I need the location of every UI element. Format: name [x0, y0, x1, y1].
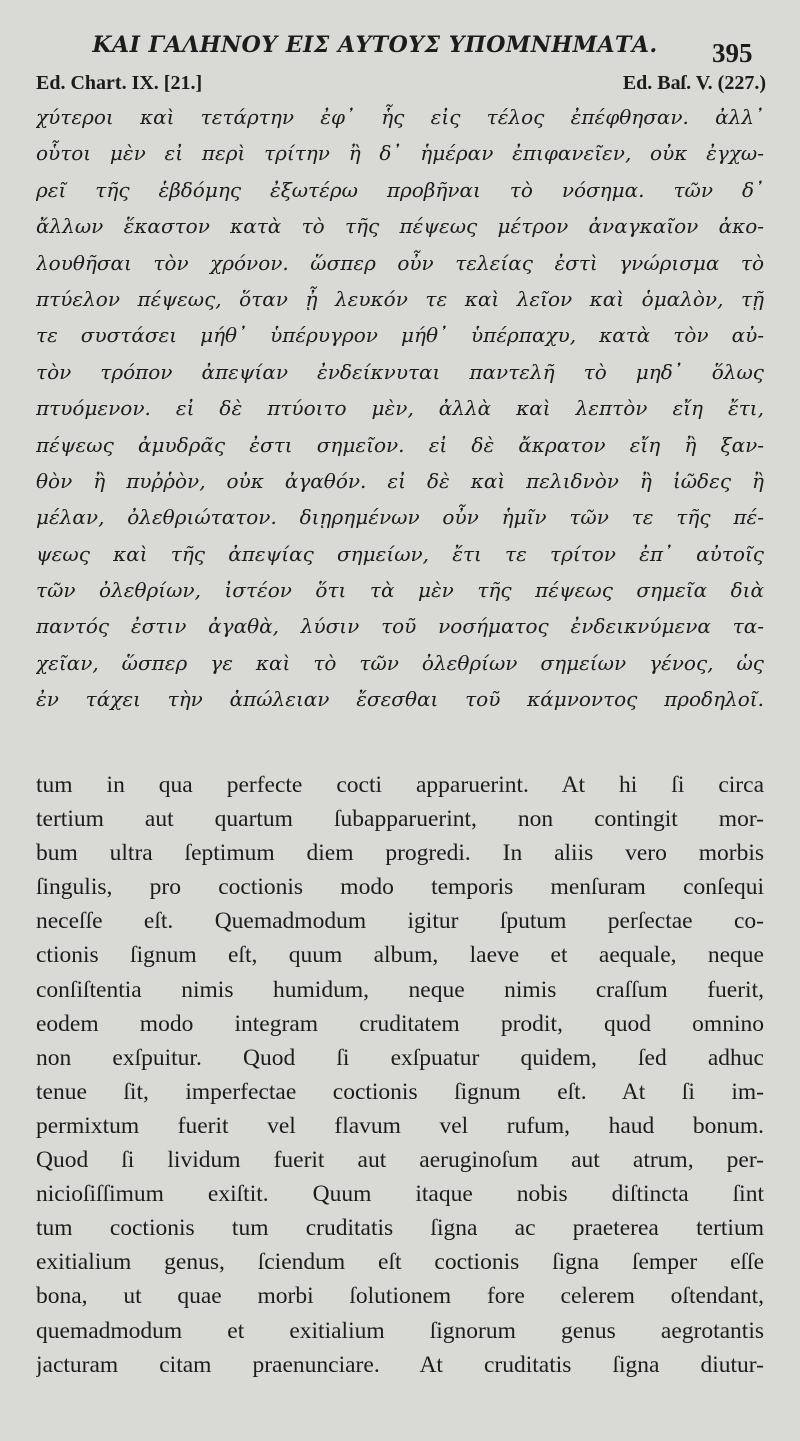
- latin-line: bum ultra ſeptimum diem progredi. In aliis vero morbis: [36, 840, 764, 867]
- greek-line: ψεως καὶ τῆς ἀπεψίας σημείων, ἔτι τε τρίτον ἐπ᾽ αὐτοῖς: [36, 541, 764, 566]
- latin-line: exitialium genus, ſciendum eſt coctionis ſigna ſemper eſſe: [36, 1249, 764, 1276]
- latin-line: ctionis ſignum eſt, quum album, laeve et aequale, neque: [36, 942, 764, 969]
- latin-line: tum in qua perfecte cocti apparuerint. At hi ſi circa: [36, 772, 764, 798]
- greek-line: τὸν τρόπον ἀπεψίαν ἐνδείκνυται παντελῆ τὸ μηδ᾽ ὅλως: [36, 359, 764, 384]
- greek-line: θὸν ἢ πυῤῥὸν, οὐκ ἀγαθόν. εἰ δὲ καὶ πελιδνὸν ἢ ἰῶδες ἢ: [36, 468, 764, 493]
- greek-line: παντός ἐστιν ἀγαθὰ, λύσιν τοῦ νοσήματος ἐνδεικνύμενα τα-: [36, 614, 764, 639]
- greek-line: οὗτοι μὲν εἰ περὶ τρίτην ἢ δ᾽ ἡμέραν ἐπιφανεῖεν, οὐκ ἐγχω-: [36, 141, 764, 166]
- latin-line: non exſpuitur. Quod ſi exſpuatur quidem, ſed adhuc: [36, 1044, 764, 1071]
- greek-line: πέψεως ἀμυδρᾶς ἐστι σημεῖον. εἰ δὲ ἄκρατον εἴη ἢ ξαν-: [36, 432, 764, 457]
- page-number: 395: [712, 38, 753, 68]
- running-title: ΚΑΙ ΓΑΛΗΝΟΥ ΕΙΣ ΑΥΤΟΥΣ ΥΠΟΜΝΗΜΑΤΑ.: [92, 32, 658, 58]
- edition-chartier-reference: Ed. Chart. IX. [21.]: [36, 72, 203, 94]
- greek-line: ἄλλων ἕκαστον κατὰ τὸ τῆς πέψεως μέτρον ἀναγκαῖον ἀκο-: [36, 214, 764, 239]
- latin-line: conſiſtentia nimis humidum, neque nimis craſſum fuerit,: [36, 976, 764, 1003]
- greek-line: λουθῆσαι τὸν χρόνον. ὥσπερ οὖν τελείας ἐστὶ γνώρισμα τὸ: [36, 250, 764, 275]
- greek-text-block: [36, 99, 764, 718]
- latin-line: ſingulis, pro coctionis modo temporis menſuram conſequi: [36, 874, 764, 901]
- greek-line: πτύελον πέψεως, ὅταν ᾖ λευκόν τε καὶ λεῖον καὶ ὁμαλὸν, τῇ: [36, 286, 764, 311]
- edition-reference-line: [36, 72, 766, 102]
- greek-line: πτυόμενον. εἰ δὲ πτύοιτο μὲν, ἀλλὰ καὶ λεπτὸν εἴη ἔτι,: [36, 396, 764, 421]
- latin-line: bona, ut quae morbi ſolutionem fore celerem oſtendant,: [36, 1283, 764, 1310]
- greek-line: ἐν τάχει τὴν ἀπώλειαν ἔσεσθαι τοῦ κάμνοντος προδηλοῖ.: [36, 687, 764, 712]
- latin-line: neceſſe eſt. Quemadmodum igitur ſputum perſectae co-: [36, 908, 764, 935]
- latin-line: jacturam citam praenunciare. At cruditatis ſigna diutur-: [36, 1351, 764, 1378]
- latin-line: quemadmodum et exitialium ſignorum genus aegrotantis: [36, 1317, 764, 1344]
- greek-line: τε συστάσει μήθ᾽ ὑπέρυγρον μήθ᾽ ὑπέρπαχυ, κατὰ τὸν αὐ-: [36, 323, 764, 348]
- greek-line: χεῖαν, ὥσπερ γε καὶ τὸ τῶν ὀλεθρίων σημείων γένος, ὡς: [36, 650, 764, 675]
- greek-line: μέλαν, ὀλεθριώτατον. διῃρημένων οὖν ἡμῖν τῶν τε τῆς πέ-: [36, 505, 764, 530]
- latin-text-block: [36, 768, 764, 1382]
- latin-line: nicioſiſſimum exiſtit. Quum itaque nobis diſtincta ſint: [36, 1181, 764, 1208]
- latin-line: tum coctionis tum cruditatis ſigna ac praeterea tertium: [36, 1215, 764, 1242]
- running-head: [0, 28, 800, 68]
- latin-line: tenue ſit, imperfectae coctionis ſignum eſt. At ſi im-: [36, 1078, 764, 1105]
- greek-line: τῶν ὀλεθρίων, ἰστέον ὅτι τὰ μὲν τῆς πέψεως σημεῖα διὰ: [36, 578, 764, 603]
- latin-line: eodem modo integram cruditatem prodit, quod omnino: [36, 1010, 764, 1037]
- latin-line: permixtum fuerit vel flavum vel rufum, haud bonum.: [36, 1112, 764, 1139]
- edition-basel-reference: Ed. Baſ. V. (227.): [622, 72, 766, 94]
- greek-line: ρεῖ τῆς ἑβδόμης ἐξωτέρω προβῆναι τὸ νόσημα. τῶν δ᾽: [36, 177, 764, 202]
- latin-line: Quod ſi lividum fuerit aut aeruginoſum aut atrum, per-: [36, 1147, 764, 1174]
- latin-line: tertium aut quartum ſubapparuerint, non contingit mor-: [36, 806, 764, 833]
- greek-line: χύτεροι καὶ τετάρτην ἐφ᾽ ἧς εἰς τέλος ἐπέφθησαν. ἀλλ᾽: [36, 105, 764, 129]
